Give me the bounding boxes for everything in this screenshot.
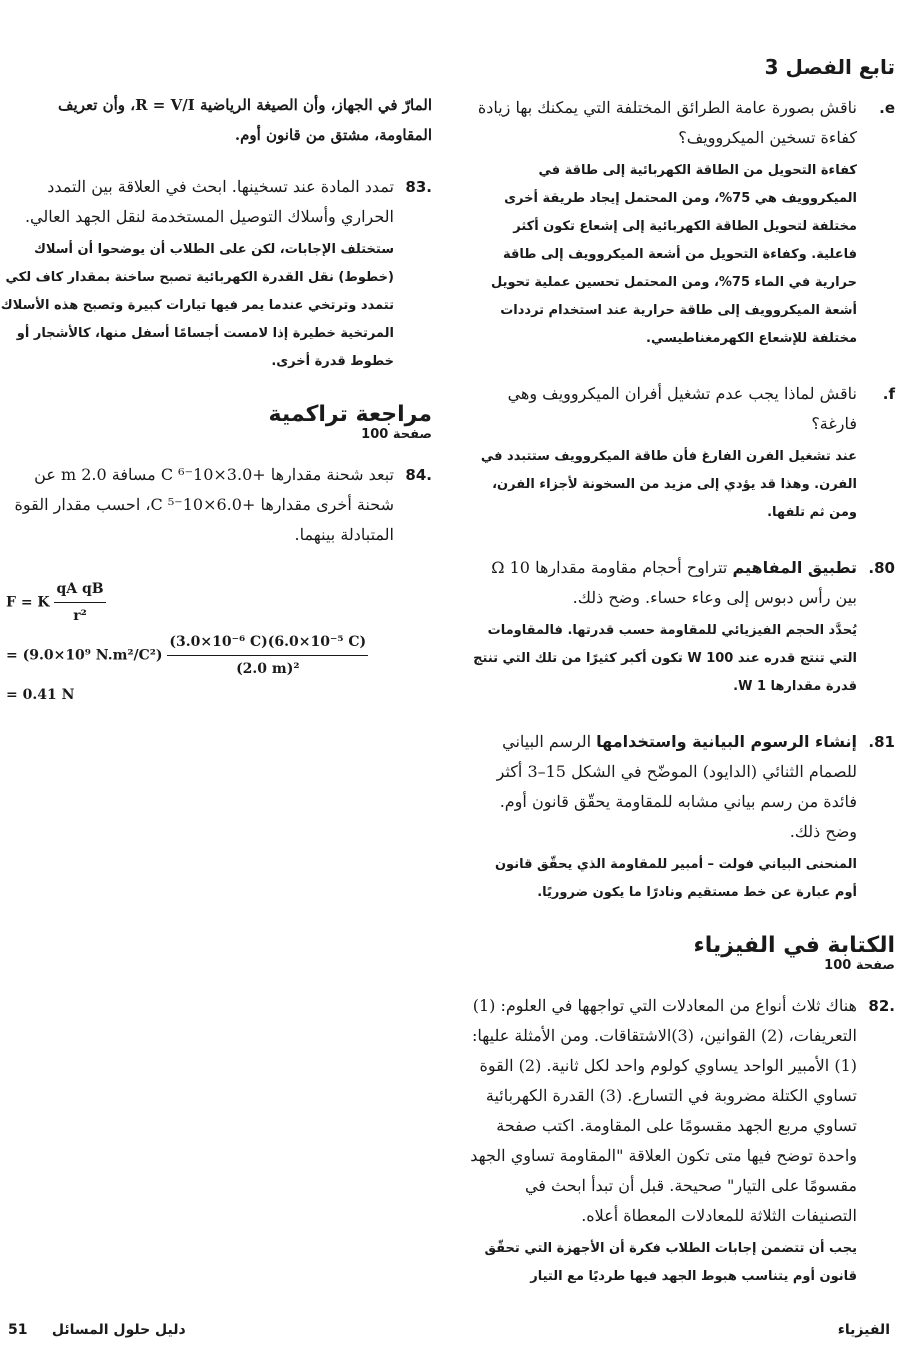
chapter-header: تابع الفصل 3 [764,55,895,79]
formula-line-2: = (9.0×10⁹ N.m²/C²) $\frac{\text{(3.0×10⁻⁶ C)(6.0×10⁻⁵ C)}}{\text{(2.0 m)²}}$ [6,629,432,682]
section-page-ref: صفحة 100 [361,427,432,442]
question-number: 81. [868,733,895,751]
continued-answer: المارّ في الجهاز، وأن الصيغة الرياضية R = V/I، وأن تعريف المقاومة، مشتق من قانون أوم. [58,96,432,144]
formula-result: = 0.41 N [6,687,75,703]
section-title: الكتابة في الفيزياء [693,933,895,958]
answer-text: ستختلف الإجابات، لكن على الطلاب أن يوضحوا أن أسلاك (خطوط) نقل القدرة الكهربائية تصبح ساخنة بمقدار كاف لكي تتمدد وترتخي عندما يمر فيها تيارات كبيرة وتصبح هذه الأسلاك المرتخية خطيرة إذا لامست أجسامًا أسفل منها، كالأشجار أو خطوط قدرة أخرى. [0,242,394,369]
question-number: f. [882,385,895,403]
question-text [470,553,857,613]
answer-text: المنحنى البياني فولت – أمبير للمقاومة الذي يحقّق قانون أوم عبارة عن خط مستقيم ونادرًا ما يكون ضروريًا. [494,857,857,900]
question-84 [0,460,432,550]
question-f [470,379,895,527]
answer-text: يُحدَّد الحجم الفيزيائي للمقاومة حسب قدرتها. فالمقاومات التي تنتج قدره عند 100 W تكون أكبر كثيرًا من تلك التي تنتج قدرة مقدارها 1 W. [473,623,857,694]
footer-subject: الفيزياء [837,1322,890,1338]
page-number: 51 [8,1322,28,1338]
question-80 [470,553,895,701]
question-text: ناقش لماذا يجب عدم تشغيل أفران الميكروويف وهي فارغة؟ [507,384,857,433]
section-page-ref: صفحة 100 [824,958,895,973]
question-number: 80. [868,559,895,577]
section-title: مراجعة تراكمية [268,402,432,427]
answer-text: يجب أن تتضمن إجابات الطلاب فكرة أن الأجهزة التي تحقّق قانون أوم يتناسب هبوط الجهد فيها طرديًا مع التيار [484,1241,857,1284]
question-lead: تطبيق المفاهيم [732,558,857,577]
question-e [470,93,895,353]
left-column [0,90,432,708]
question-number: .83 [405,178,432,196]
question-body: الرسم البياني للصمام الثنائي (الدايود) الموضّح في الشكل 15–3 أكثر فائدة من رسم بياني مشابه للمقاومة يحقّق قانون أوم. وضح ذلك. [496,732,857,841]
question-number: e. [879,99,895,117]
question-text: تمدد المادة عند تسخينها. ابحث في العلاقة بين التمدد الحراري وأسلاك التوصيل المستخدمة لنقل الجهد العالي. [24,177,394,226]
formula-line-1: F = K $\frac{\text{qA qB}}{\text{r²}}$ [6,576,432,629]
question-text: هناك ثلاث أنواع من المعادلات التي تواجهها في العلوم: (1) التعريفات، (2) القوانين، (3)الاشتقاقات. ومن الأمثلة عليها: (1) الأمبير الواحد يساوي كولوم واحد لكل ثانية. (2) القوة تساوي الكتلة مضروبة في التسارع. (3) القدرة الكهربائية تساوي مربع الجهد مقسومًا على المقاومة. اكتب صفحة واحدة توضح فيها متى تكون العلاقة "المقاومة تساوي الجهد مقسومًا على التيار" صحيحة. قبل أن تبدأ ابحث في التصنيفات الثلاثة للمعادلات المعطاة أعلاه. [470,996,857,1225]
coulomb-formula [0,576,432,708]
footer-guide-label: دليل حلول المسائل [51,1322,186,1338]
answer-text: عند تشغيل الفرن الفارغ فأن طاقة الميكروويف ستتبدد في الفرن. وهذا قد يؤدي إلى مزيد من السخونة لأجزاء الفرن، ومن ثم تلفها. [480,449,857,520]
question-body: تتراوح أحجام مقاومة مقدارها 10 Ω بين رأس دبوس إلى وعاء حساء. وضح ذلك. [491,558,857,607]
question-82 [470,991,895,1291]
footer-guide [8,1322,186,1338]
question-text: ناقش بصورة عامة الطرائق المختلفة التي يمكنك بها زيادة كفاءة تسخين الميكروويف؟ [477,98,857,147]
question-text [470,727,857,847]
question-number: .84 [405,466,432,484]
question-lead: إنشاء الرسوم البيانية واستخدامها [596,732,857,751]
answer-text: كفاءة التحويل من الطاقة الكهربائية إلى طاقة في الميكروويف هي 75%، ومن المحتمل إيجاد طريقة أخرى مختلفة لتحويل الطاقة الكهربائية إلى إشعاع تكون أكثر فاعلية. وكفاءة التحويل من أشعة الميكروويف إلى طاقة حرارية في الماء 75%، ومن المحتمل تحسين عملية تحويل أشعة الميكروويف إلى طاقة حرارية عند استخدام ترددات مختلفة للإشعاع الكهرمغناطيسي. [490,163,857,346]
question-number: .82 [868,997,895,1015]
right-column [470,55,895,1317]
question-83 [0,172,432,376]
question-81 [470,727,895,907]
question-text: تبعد شحنة مقدارها +3.0×10⁻⁶ C مسافة 2.0 m عن شحنة أخرى مقدارها +6.0×10⁻⁵ C، احسب مقدار القوة المتبادلة بينهما. [14,465,394,544]
